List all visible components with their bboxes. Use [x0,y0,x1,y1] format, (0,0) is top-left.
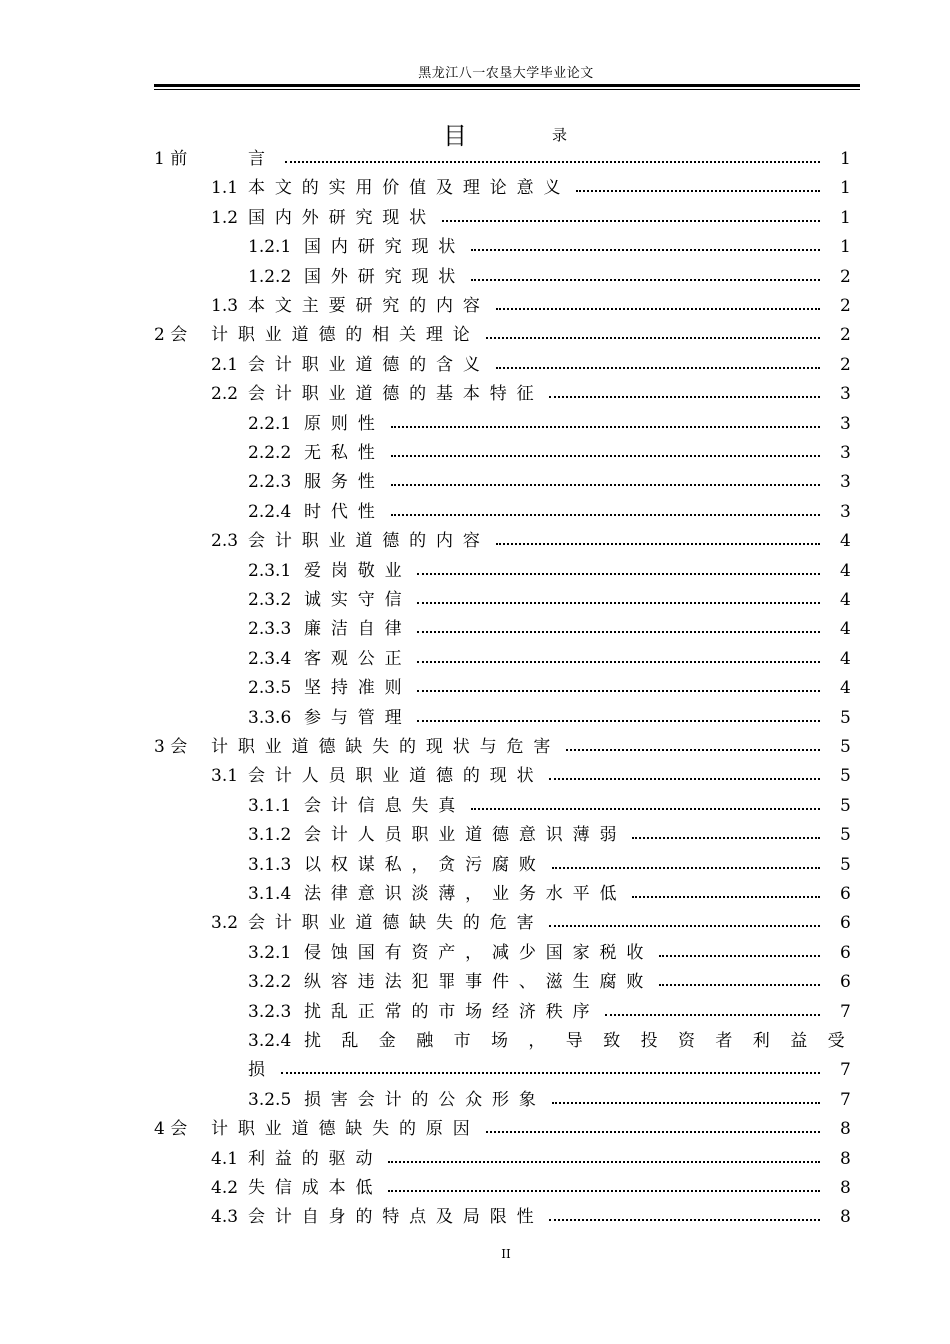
toc-entry-page: 1 [840,237,851,258]
toc-entry-page: 2 [840,325,851,346]
toc-entry-title: 本文的实用价值及理论意义 [248,178,571,199]
toc-entry-title: 会计信息失真 [304,795,466,816]
toc-entry-page: 3 [840,472,851,493]
toc-entry-page: 6 [840,913,851,934]
toc-entry-page: 4 [840,590,851,610]
toc-entry-page: 5 [840,854,851,875]
toc-entry[interactable] [0,1115,950,1144]
toc-leader-dots [281,1056,820,1085]
toc-leader-dots [659,939,820,968]
toc-entry-page: 1 [840,178,851,199]
toc-leader-dots [391,439,820,468]
toc-entry-title: 侵蚀国有资产，减少国家税收 [304,942,654,963]
toc-entry[interactable] [0,880,950,909]
toc-entry-number: 2.2 [211,384,239,405]
toc-entry[interactable] [0,762,950,791]
toc-entry-number: 2.3.2 [248,590,292,610]
toc-entry-number: 2.3.5 [248,678,292,699]
toc-entry-page: 4 [840,560,851,581]
toc-leader-dots [605,998,820,1027]
toc-entry-page: 5 [840,707,851,728]
toc-entry-title: 言 [248,149,275,169]
toc-entry-number: 3.2 [211,913,239,934]
toc-entry-page: 3 [840,501,851,522]
toc-entry-title: 本文主要研究的内容 [248,296,490,316]
toc-entry[interactable] [0,1027,950,1056]
toc-leader-dots [496,351,820,380]
toc-entry-number: 2.2.4 [248,501,292,522]
toc-entry-page: 6 [840,942,851,963]
toc-leader-dots [552,1086,820,1115]
toc-entry[interactable] [0,704,950,733]
toc-leader-dots [417,615,820,644]
toc-entry-page: 8 [840,1119,851,1140]
toc-entry-number: 1.3 [211,296,239,316]
toc-entry-title: 会计人员职业道德的现状 [248,766,544,787]
toc-entry[interactable] [0,439,950,468]
toc-entry-page: 4 [840,619,851,640]
toc-leader-dots [388,1145,820,1174]
toc-entry-page: 6 [840,972,851,993]
toc-entry-number: 4 会 [154,1119,188,1140]
toc-entry[interactable] [0,792,950,821]
toc-entry-title: 计职业道德缺失的原因 [211,1119,480,1140]
toc-leader-dots [391,410,820,439]
toc-entry-number: 2.2.2 [248,443,292,463]
toc-leader-dots [471,792,820,821]
toc-entry-number: 3.2.4 [248,1031,292,1051]
toc-entry-number: 3 会 [154,737,188,757]
toc-leader-dots [632,880,820,909]
toc-entry-title: 会计职业道德的含义 [248,354,490,375]
toc-entry-page: 5 [840,795,851,816]
toc-entry-title: 国内外研究现状 [248,207,437,228]
toc-leader-dots [391,468,820,497]
running-header: 黑龙江八一农垦大学毕业论文 [418,66,594,81]
toc-leader-dots [632,821,820,850]
toc-entry-title: 原则性 [304,413,385,434]
toc-leader-dots [552,851,820,880]
toc-entry-title: 国内研究现状 [304,237,466,258]
toc-entry-title: 无私性 [304,443,385,463]
header-rule-thin [154,89,860,90]
toc-entry-title: 失信成本低 [248,1178,383,1198]
toc-leader-dots [417,704,820,733]
toc-entry-page: 3 [840,384,851,405]
toc-leader-dots [285,145,820,174]
toc-entry[interactable] [0,292,950,321]
toc-entry[interactable] [0,380,950,409]
toc-entry-page: 7 [840,1001,851,1022]
toc-leader-dots [549,380,820,409]
toc-entry-title: 损害会计的公众形象 [304,1089,546,1110]
toc-entry-page: 6 [840,884,851,904]
toc-entry-title: 会计自身的特点及局限性 [248,1207,544,1228]
toc-entry[interactable] [0,351,950,380]
toc-entry-title: 损 [248,1060,275,1081]
toc-entry-title: 以权谋私，贪污腐败 [304,854,546,875]
toc-leader-dots [486,1115,820,1144]
toc-entry[interactable] [0,674,950,703]
toc-entry-title: 爱岗敬业 [304,560,412,581]
toc-entry[interactable] [0,410,950,439]
toc-entry[interactable] [0,998,950,1027]
toc-entry[interactable] [0,1056,950,1085]
toc-heading-char-2: 录 [552,126,568,144]
toc-entry[interactable] [0,174,950,203]
toc-leader-dots [486,321,820,350]
toc-entry-number: 2.3.4 [248,648,292,669]
toc-entry-number: 2.3 [211,531,239,552]
toc-leader-dots [496,292,820,321]
toc-entry-page: 4 [840,531,851,552]
toc-entry-title: 利益的驱动 [248,1148,383,1169]
toc-entry-number: 1.2.1 [248,237,292,258]
toc-entry-title: 计职业道德的相关理论 [211,325,480,346]
toc-entry-number: 4.1 [211,1148,239,1169]
toc-leader-dots [496,527,820,556]
toc-entry-page: 2 [840,266,851,287]
toc-entry-page: 8 [840,1178,851,1198]
toc-entry-page: 3 [840,413,851,434]
toc-entry[interactable] [0,1145,950,1174]
toc-entry-number: 3.2.2 [248,972,292,993]
toc-entry-number: 1.2 [211,207,239,228]
toc-entry-title: 国外研究现状 [304,266,466,287]
toc-entry-number: 2.2.1 [248,413,292,434]
toc-entry-number: 3.2.3 [248,1001,292,1022]
toc-entry-page: 5 [840,737,851,757]
toc-entry-number: 2.3.1 [248,560,292,581]
toc-entry[interactable] [0,263,950,292]
toc-entry-number: 4.3 [211,1207,239,1228]
toc-entry[interactable] [0,586,950,615]
toc-entry-page: 5 [840,766,851,787]
toc-entry-page: 7 [840,1089,851,1110]
toc-entry[interactable] [0,939,950,968]
toc-entry-page: 8 [840,1148,851,1169]
toc-entry-number: 3.1.2 [248,825,292,846]
toc-leader-dots [471,263,820,292]
toc-entry-title: 扰乱正常的市场经济秩序 [304,1001,600,1022]
toc-entry-page: 2 [840,296,851,316]
toc-entry-number: 3.1.1 [248,795,292,816]
toc-entry-title: 廉洁自律 [304,619,412,640]
toc-entry-title: 会计职业道德的基本特征 [248,384,544,405]
toc-entry[interactable] [0,498,950,527]
toc-entry-title: 服务性 [304,472,385,493]
toc-entry[interactable] [0,321,950,350]
toc-entry-number: 3.1 [211,766,239,787]
toc-entry[interactable] [0,527,950,556]
toc-entry-title: 计职业道德缺失的现状与危害 [211,737,561,757]
toc-entry-number: 3.3.6 [248,707,292,728]
toc-leader-dots [391,498,820,527]
toc-leader-dots [388,1174,820,1203]
toc-entry-number: 2 会 [154,325,188,346]
toc-heading [0,118,950,150]
toc-entry-title: 客观公正 [304,648,412,669]
toc-entry-title: 会计人员职业道德意识薄弱 [304,825,627,846]
toc-entry[interactable] [0,468,950,497]
toc-leader-dots [442,204,820,233]
toc-entry[interactable] [0,1174,950,1203]
toc-entry[interactable] [0,851,950,880]
toc-entry-page: 4 [840,678,851,699]
toc-entry-number: 2.1 [211,354,239,375]
toc-leader-dots [471,233,820,262]
toc-entry-page: 3 [840,443,851,463]
toc-entry-number: 1 前 [154,149,188,169]
toc-leader-dots [417,557,820,586]
toc-entry[interactable] [0,733,950,762]
header-rule-thick [154,84,860,87]
toc-entry[interactable] [0,145,950,174]
toc-entry[interactable] [0,233,950,262]
toc-entry-page: 1 [840,207,851,228]
toc-entry-title: 诚实守信 [304,590,412,610]
toc-entry-page: 7 [840,1060,851,1081]
toc-entry[interactable] [0,909,950,938]
toc-entry-number: 3.1.4 [248,884,292,904]
toc-entry[interactable] [0,1203,950,1232]
toc-entry-page: 5 [840,825,851,846]
toc-entry[interactable] [0,204,950,233]
toc-entry-title: 会计职业道德缺失的危害 [248,913,544,934]
toc-entry-number: 3.1.3 [248,854,292,875]
toc-entry-number: 2.3.3 [248,619,292,640]
toc-entry-number: 3.2.1 [248,942,292,963]
toc-entry-title: 坚持准则 [304,678,412,699]
toc-leader-dots [659,968,820,997]
toc-entry[interactable] [0,645,950,674]
toc-leader-dots [417,674,820,703]
toc-entry[interactable] [0,968,950,997]
toc-entry-page: 8 [840,1207,851,1228]
toc-entry-title: 法律意识淡薄，业务水平低 [304,884,627,904]
toc-entry[interactable] [0,1086,950,1115]
toc-entry[interactable] [0,615,950,644]
toc-entry-number: 3.2.5 [248,1089,292,1110]
toc-entry-number: 1.2.2 [248,266,292,287]
toc-entry-title: 扰乱金融市场，导致投资者利益受 [304,1031,865,1051]
toc-leader-dots [417,645,820,674]
toc-leader-dots [576,174,820,203]
toc-entry-title: 会计职业道德的内容 [248,531,490,552]
toc-heading-char-1: 目 [443,122,467,150]
toc-leader-dots [549,1203,820,1232]
toc-leader-dots [566,733,820,762]
toc-entry-number: 4.2 [211,1178,239,1198]
toc-entry[interactable] [0,557,950,586]
toc-leader-dots [549,762,820,791]
toc-entry-title: 时代性 [304,501,385,522]
toc-entry-title: 参与管理 [304,707,412,728]
toc-entry-page: 4 [840,648,851,669]
toc-entry[interactable] [0,821,950,850]
toc-entry-title: 纵容违法犯罪事件、滋生腐败 [304,972,654,993]
page-number: II [501,1247,511,1261]
toc-entry-number: 1.1 [211,178,239,199]
toc-entry-page: 2 [840,354,851,375]
toc-entry-page: 1 [840,149,851,169]
toc-entry-number: 2.2.3 [248,472,292,493]
toc-leader-dots [417,586,820,615]
toc-leader-dots [549,909,820,938]
